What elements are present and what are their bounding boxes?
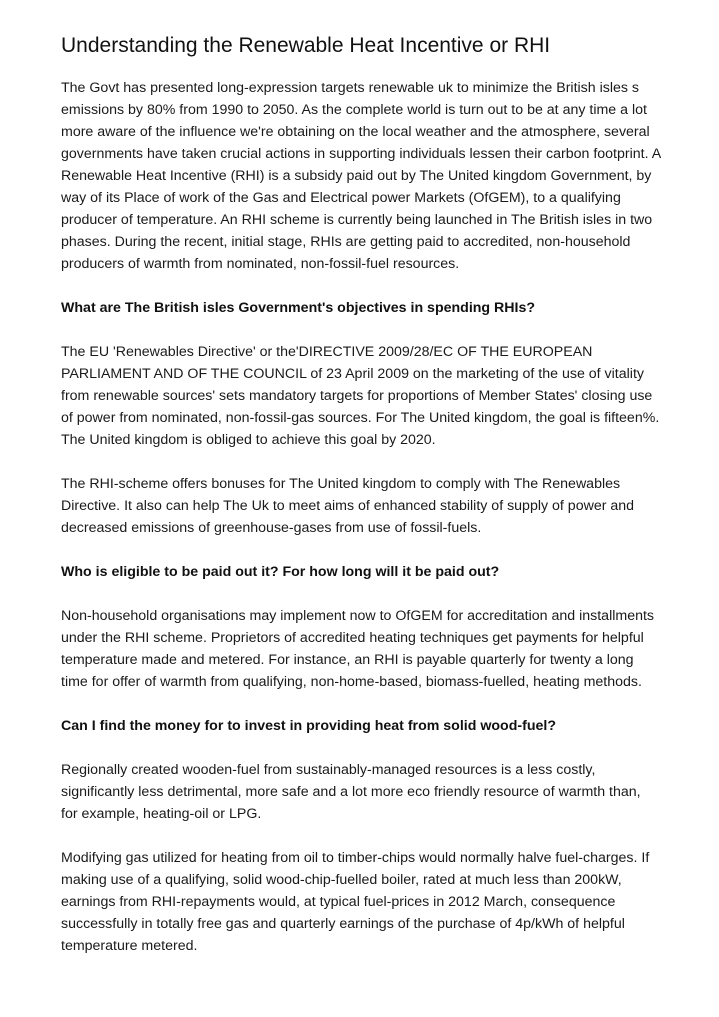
body-paragraph: Regionally created wooden-fuel from sustainably-managed resources is a less costly, significantly less detrimental, more safe and a lot more eco friendly resource of warmth than, for example, heating-oil or LPG. <box>61 762 641 822</box>
spacer <box>61 737 719 759</box>
body-paragraph: Non-household organisations may implement now to OfGEM for accreditation and installments under the RHI scheme. Proprietors of accredited heating techniques get payments for helpful temperature made and metered. For instance, an RHI is payable quarterly for twenty a long time for offer of warmth from qualifying, non-home-based, biomass-fuelled, heating methods. <box>61 608 655 690</box>
body-paragraph: The EU 'Renewables Directive' or the'DIRECTIVE 2009/28/EC OF THE EUROPEAN PARLIAMENT AND OF THE COUNCIL of 23 April 2009 on the marketing of the use of vitality from renewable sources' sets mandatory targets for proportions of Member States' closing use of power from nominated, non-fossil-gas sources. For The United kingdom, the goal is fifteen%. The United kingdom is obliged to achieve this goal by 2020. <box>61 344 660 448</box>
intro-paragraph: The Govt has presented long-expression targets renewable uk to minimize the British isles s emissions by 80% from 1990 to 2050. As the complete world is turn out to be at any time a lot more aware of the influence we're obtaining on the local weather and the atmosphere, several governments have taken crucial actions in supporting individuals lessen their carbon footprint. A Renewable Heat Incentive (RHI) is a subsidy paid out by The United kingdom Government, by way of its Place of work of the Gas and Electrical power Markets (OfGEM), to a qualifying producer of temperature. An RHI scheme is currently being launched in The British isles in two phases. During the recent, initial stage, RHIs are getting paid to accredited, non-household producers of warmth from nominated, non-fossil-fuel resources. <box>61 80 661 272</box>
section-heading: What are The British isles Government's objectives in spending RHIs? <box>61 300 536 316</box>
spacer <box>61 539 719 561</box>
section-heading: Can I find the money for to invest in providing heat from solid wood-fuel? <box>61 718 556 734</box>
spacer <box>61 60 719 77</box>
body-paragraph: The RHI-scheme offers bonuses for The United kingdom to comply with The Renewables Directive. It also can help The Uk to meet aims of enhanced stability of supply of power and decreased emissions of greenhouse-gases from use of fossil-fuels. <box>61 476 635 536</box>
spacer <box>61 583 719 605</box>
spacer <box>61 825 719 847</box>
section-heading: Who is eligible to be paid out it? For how long will it be paid out? <box>61 564 500 580</box>
spacer <box>61 693 719 715</box>
spacer <box>61 275 719 297</box>
spacer <box>61 319 719 341</box>
document-title: Understanding the Renewable Heat Incentive or RHI <box>61 34 551 57</box>
spacer <box>61 451 719 473</box>
body-paragraph: Modifying gas utilized for heating from oil to timber-chips would normally halve fuel-charges. If making use of a qualifying, solid wood-chip-fuelled boiler, rated at much less than 200kW, earnings from RHI-repayments would, at typical fuel-prices in 2012 March, consequence successfully in totally free gas and quarterly earnings of the purchase of 4p/kWh of helpful temperature metered. <box>61 850 650 954</box>
